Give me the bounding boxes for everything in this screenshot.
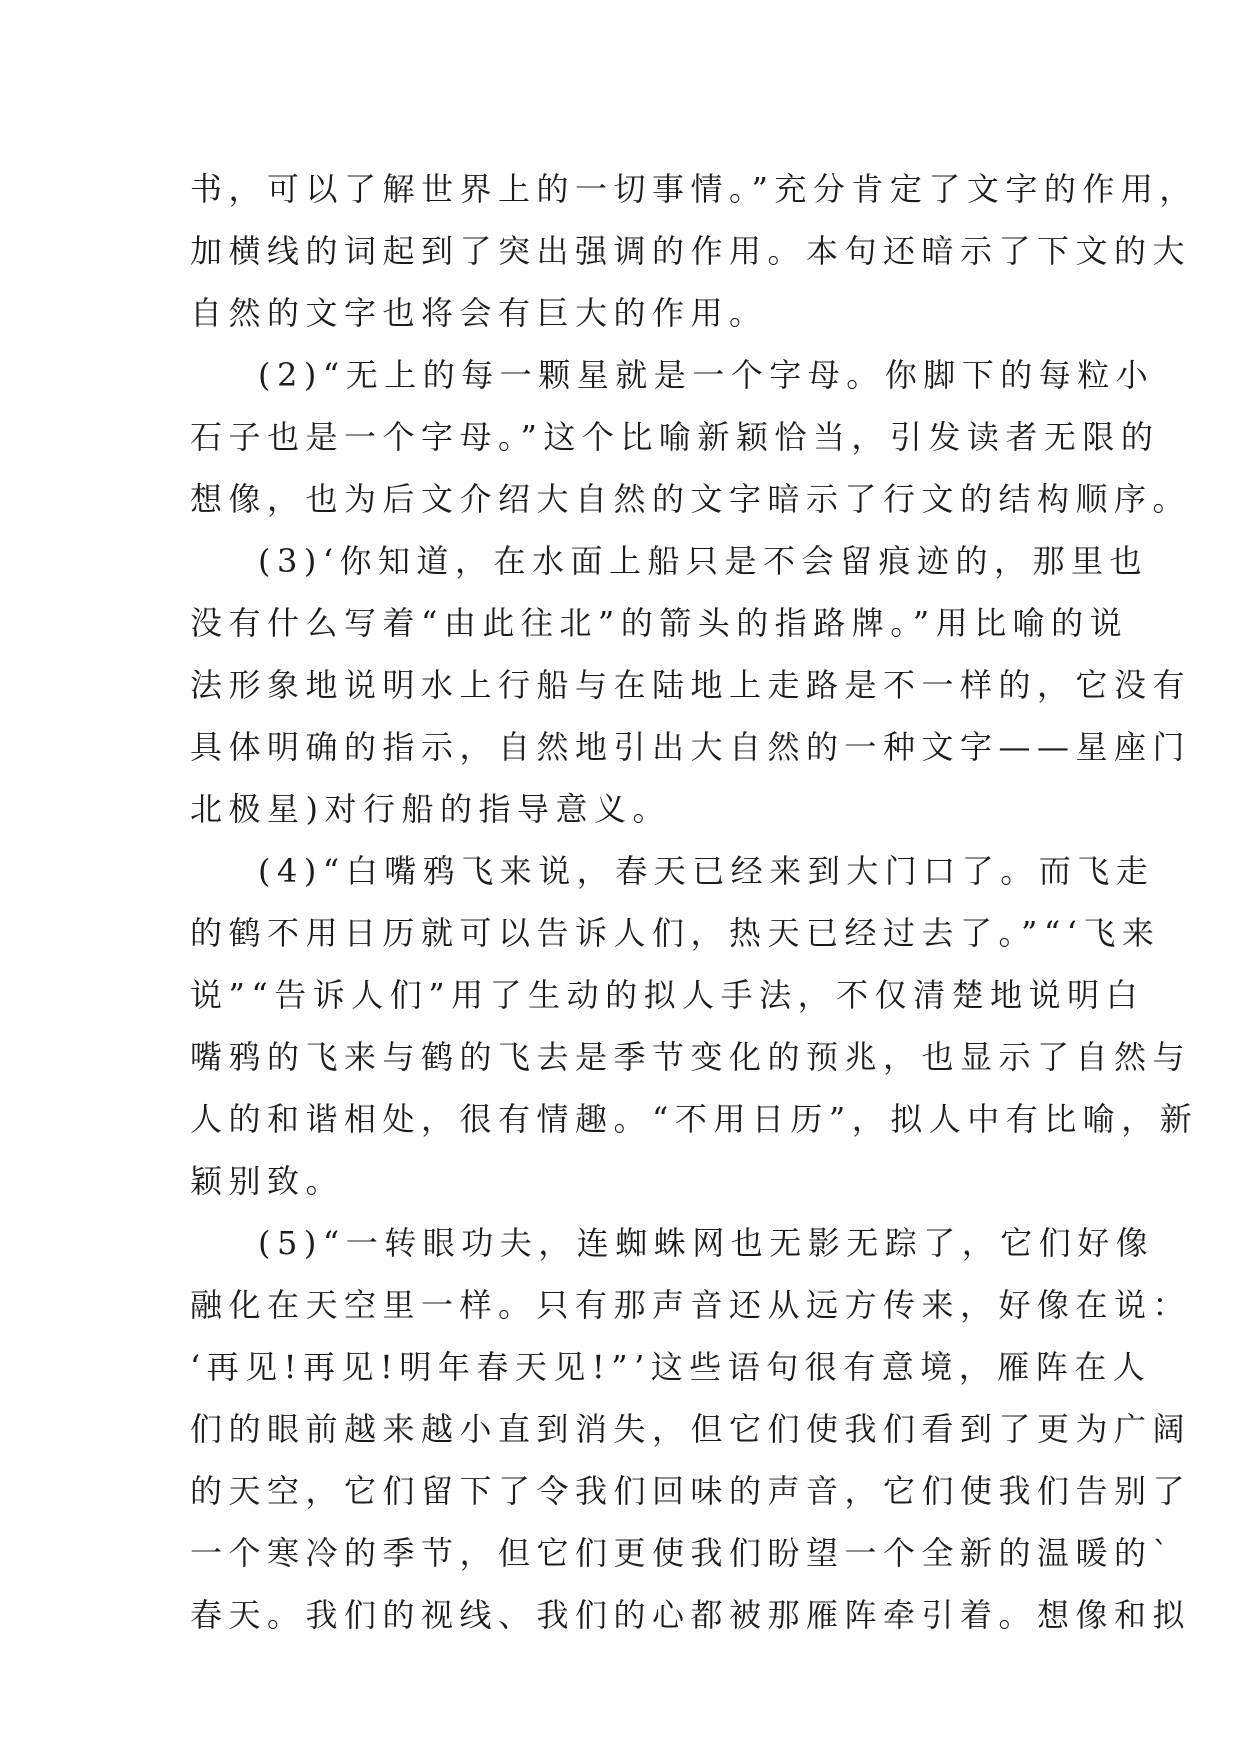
text-line: 加横线的词起到了突出强调的作用。本句还暗示了下文的大: [190, 232, 1192, 270]
text-line: 书，可以了解世界上的一切事情。”充分肯定了文字的作用，: [190, 170, 1198, 208]
text-line: 北极星)对行船的指导意义。: [190, 790, 671, 828]
paragraph-start-line: (2)“无上的每一颗星就是一个字母。你脚下的每粒小: [258, 356, 1155, 394]
text-line: 自然的文字也将会有巨大的作用。: [190, 294, 768, 332]
text-line: 具体明确的指示，自然地引出大自然的一种文字——星座门: [190, 728, 1192, 766]
paragraph-start-line: (4)“白嘴鸦飞来说，春天已经来到大门口了。而飞走: [258, 852, 1155, 890]
text-line: 春天。我们的视线、我们的心都被那雁阵牵引着。想像和拟: [190, 1596, 1192, 1634]
text-line: 的鹤不用日历就可以告诉人们，热天已经过去了。”“‘飞来: [190, 914, 1161, 952]
text-line: 嘴鸦的飞来与鹤的飞去是季节变化的预兆，也显示了自然与: [190, 1038, 1192, 1076]
text-line: 的天空，它们留下了令我们回味的声音，它们使我们告别了: [190, 1472, 1192, 1510]
text-line: 想像，也为后文介绍大自然的文字暗示了行文的结构顺序。: [190, 480, 1192, 518]
text-line: 们的眼前越来越小直到消失，但它们使我们看到了更为广阔: [190, 1410, 1192, 1448]
text-line: 没有什么写着“由此往北”的箭头的指路牌。”用比喻的说: [190, 604, 1129, 642]
paragraph-start-line: (5)“一转眼功夫，连蜘蛛网也无影无踪了，它们好像: [258, 1224, 1155, 1262]
text-line: 法形象地说明水上行船与在陆地上走路是不一样的，它没有: [190, 666, 1192, 704]
document-body: [190, 158, 1199, 1646]
text-line: 人的和谐相处，很有情趣。“不用日历”，拟人中有比喻，新: [190, 1100, 1199, 1138]
text-line: 一个寒冷的季节，但它们更使我们盼望一个全新的温暖的`: [190, 1534, 1176, 1572]
text-line: 石子也是一个字母。”这个比喻新颖恰当，引发读者无限的: [190, 418, 1160, 456]
text-line: ‘再见!再见!明年春天见!”’这些语句很有意境，雁阵在人: [190, 1348, 1152, 1386]
text-line: 说”“告诉人们”用了生动的拟人手法，不仅清楚地说明白: [190, 976, 1145, 1014]
text-line: 融化在天空里一样。只有那声音还从远方传来，好像在说：: [190, 1286, 1192, 1324]
text-line: 颖别致。: [190, 1162, 345, 1200]
paragraph-start-line: (3)‘你知道，在水面上船只是不会留痕迹的，那里也: [258, 542, 1149, 580]
